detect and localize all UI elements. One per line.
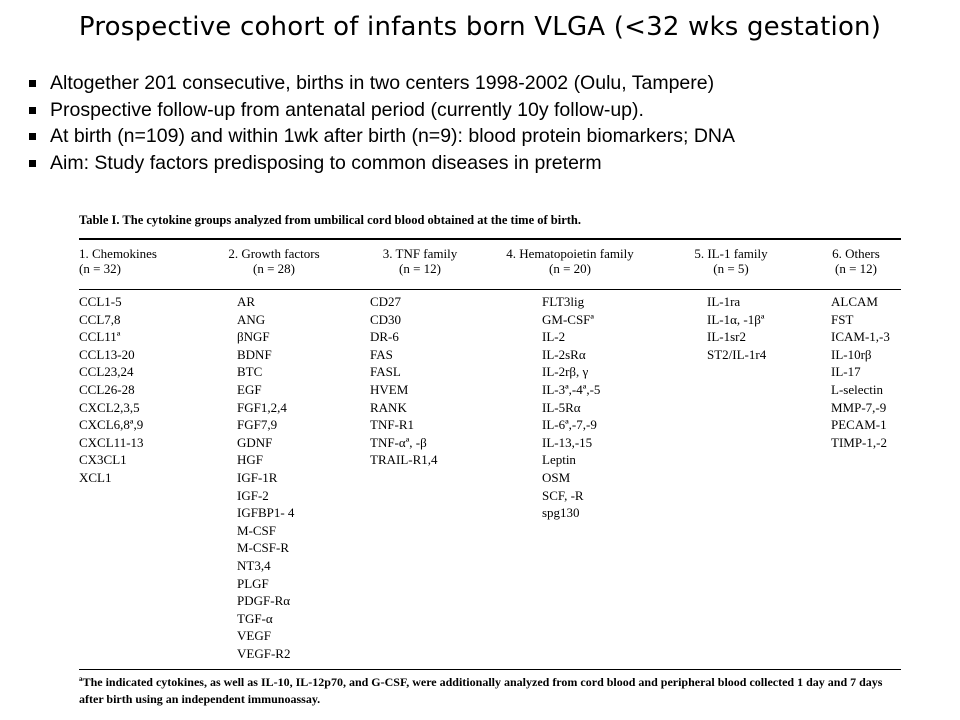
table-cell: DR-6	[370, 329, 399, 345]
column-title: 6. Others	[832, 246, 880, 261]
table-cell: IL-13,-15	[542, 434, 593, 450]
slide-title: Prospective cohort of infants born VLGA (<32 wks gestation)	[78, 12, 882, 42]
table-cell: NT3,4	[237, 557, 271, 573]
table-cell: RANK	[370, 399, 407, 415]
bullet-text: Aim: Study factors predisposing to common diseases in preterm	[50, 151, 602, 174]
table-cell: TRAIL-R1,4	[370, 452, 438, 468]
table-cell: IGFBP1- 4	[237, 505, 295, 521]
table-cell: EGF	[237, 381, 262, 397]
table-cell: IL-2	[542, 329, 566, 345]
table-caption: Table I. The cytokine groups analyzed from umbilical cord blood obtained at the time of birth.	[79, 213, 582, 227]
table-cell: βNGF	[237, 329, 270, 345]
column-count: (n = 28)	[253, 261, 295, 276]
cytokine-table	[79, 213, 901, 713]
table-cell: IL-2sRα	[542, 346, 586, 362]
bullet-item	[28, 70, 938, 97]
column-count: (n = 12)	[835, 261, 877, 276]
table-cell: VEGF	[237, 628, 271, 644]
square-bullet-icon	[29, 133, 36, 140]
column-header	[666, 246, 796, 276]
table-cell: TIMP-1,-2	[831, 434, 887, 450]
table-cell: FAS	[370, 346, 393, 362]
table-cell: BTC	[237, 364, 263, 380]
table-cell: IL-10rβ	[831, 346, 872, 362]
table-cell: ST2/IL-1r4	[707, 346, 767, 362]
bullet-text: Prospective follow-up from antenatal period (currently 10y follow-up).	[50, 98, 644, 121]
table-cell: ALCAM	[831, 294, 878, 309]
table-cell: CD27	[370, 294, 402, 309]
square-bullet-icon	[29, 80, 36, 87]
table-cell: M-CSF-R	[237, 540, 290, 556]
column-header	[804, 246, 908, 276]
table-cell: CCL7,8	[79, 311, 121, 327]
column-header	[495, 246, 645, 276]
column-title: 3. TNF family	[382, 246, 458, 261]
table-cell: SCF, -R	[542, 487, 584, 503]
table-cell: IL-1ra	[707, 294, 741, 309]
table-cell: CXCL6,8ª,9	[79, 417, 144, 433]
table-cell: ICAM-1,-3	[831, 329, 890, 345]
column-title: 4. Hematopoietin family	[506, 246, 634, 261]
square-bullet-icon	[29, 107, 36, 114]
table-cell: TNF-αª, -β	[370, 434, 427, 450]
table-cell: FST	[831, 311, 854, 327]
column-count: (n = 20)	[549, 261, 591, 276]
bullet-item	[28, 97, 938, 124]
table-cell: IGF-2	[237, 487, 269, 503]
table-footnote: ªThe indicated cytokines, as well as IL-10, IL-12p70, and G-CSF, were additionally analyzed from cord blood and peripheral blood collected 1 day and 7 days after birth using an independent immunoassay.	[79, 675, 883, 706]
table-cell: FGF7,9	[237, 417, 278, 433]
table-cell: PDGF-Rα	[237, 593, 291, 609]
table-cell: PECAM-1	[831, 417, 887, 433]
column-cells	[370, 293, 438, 469]
table-cell: IL-6ª,-7,-9	[542, 417, 597, 433]
table-cell: CXCL11-13	[79, 434, 144, 450]
column-header	[355, 246, 485, 276]
table-cell: IGF-1R	[237, 469, 278, 485]
table-cell: XCL1	[79, 469, 112, 485]
bullet-item	[28, 150, 938, 177]
column-title: 5. IL-1 family	[694, 246, 768, 261]
table-cell: Leptin	[542, 452, 576, 468]
column-cells	[237, 293, 294, 662]
table-cell: HVEM	[370, 381, 409, 397]
table-cell: FASL	[370, 364, 401, 380]
bullet-item	[28, 123, 938, 150]
column-cells	[79, 293, 144, 487]
column-header	[69, 246, 209, 276]
column-count: (n = 12)	[399, 261, 441, 276]
table-header-rule	[79, 289, 901, 290]
table-cell: OSM	[542, 469, 571, 485]
table-cell: IL-5Rα	[542, 399, 581, 415]
column-count: (n = 5)	[713, 261, 749, 276]
table-cell: CD30	[370, 311, 402, 327]
table-cell: HGF	[237, 452, 264, 468]
table-cell: IL-3ª,-4ª,-5	[542, 381, 601, 397]
table-cell: CCL13-20	[79, 346, 135, 362]
column-title: 2. Growth factors	[228, 246, 320, 261]
table-cell: CCL1-5	[79, 294, 122, 309]
table-cell: CCL26-28	[79, 381, 135, 397]
table-cell: AR	[237, 294, 256, 309]
table-cell: VEGF-R2	[237, 645, 291, 661]
table-cell: TNF-R1	[370, 417, 415, 433]
table-cell: IL-17	[831, 364, 861, 380]
table-cell: BDNF	[237, 346, 272, 362]
table-cell: FLT3lig	[542, 294, 585, 309]
column-header	[209, 246, 339, 276]
column-cells	[542, 293, 600, 522]
table-cell: CCL23,24	[79, 364, 134, 380]
table-cell: MMP-7,-9	[831, 399, 887, 415]
bullet-text: At birth (n=109) and within 1wk after birth (n=9): blood protein biomarkers; DNA	[50, 125, 735, 147]
column-cells	[831, 293, 890, 451]
square-bullet-icon	[29, 160, 36, 167]
table-cell: IL-1sr2	[707, 329, 746, 345]
table-cell: IL-1α, -1βª	[707, 311, 765, 327]
table-cell: IL-2rβ, γ	[542, 364, 589, 380]
table-cell: PLGF	[237, 575, 269, 591]
table-cell: FGF1,2,4	[237, 399, 287, 415]
table-cell: CCL11ª	[79, 329, 121, 345]
table-cell: CXCL2,3,5	[79, 399, 140, 415]
table-cell: GM-CSFª	[542, 311, 594, 327]
table-cell: L-selectin	[831, 381, 883, 397]
table-top-rule	[79, 238, 901, 240]
table-cell: GDNF	[237, 434, 273, 450]
table-cell: M-CSF	[237, 522, 277, 538]
bullet-text: Altogether 201 consecutive, births in two centers 1998-2002 (Oulu, Tampere)	[50, 72, 715, 94]
column-cells	[707, 293, 766, 363]
table-cell: spg130	[542, 505, 580, 521]
column-title: 1. Chemokines	[79, 246, 157, 261]
bullet-list	[28, 70, 938, 176]
table-cell: CX3CL1	[79, 452, 127, 468]
column-count: (n = 32)	[79, 261, 121, 276]
table-cell: ANG	[237, 311, 266, 327]
table-bottom-rule	[79, 669, 901, 670]
table-cell: TGF-α	[237, 610, 273, 626]
